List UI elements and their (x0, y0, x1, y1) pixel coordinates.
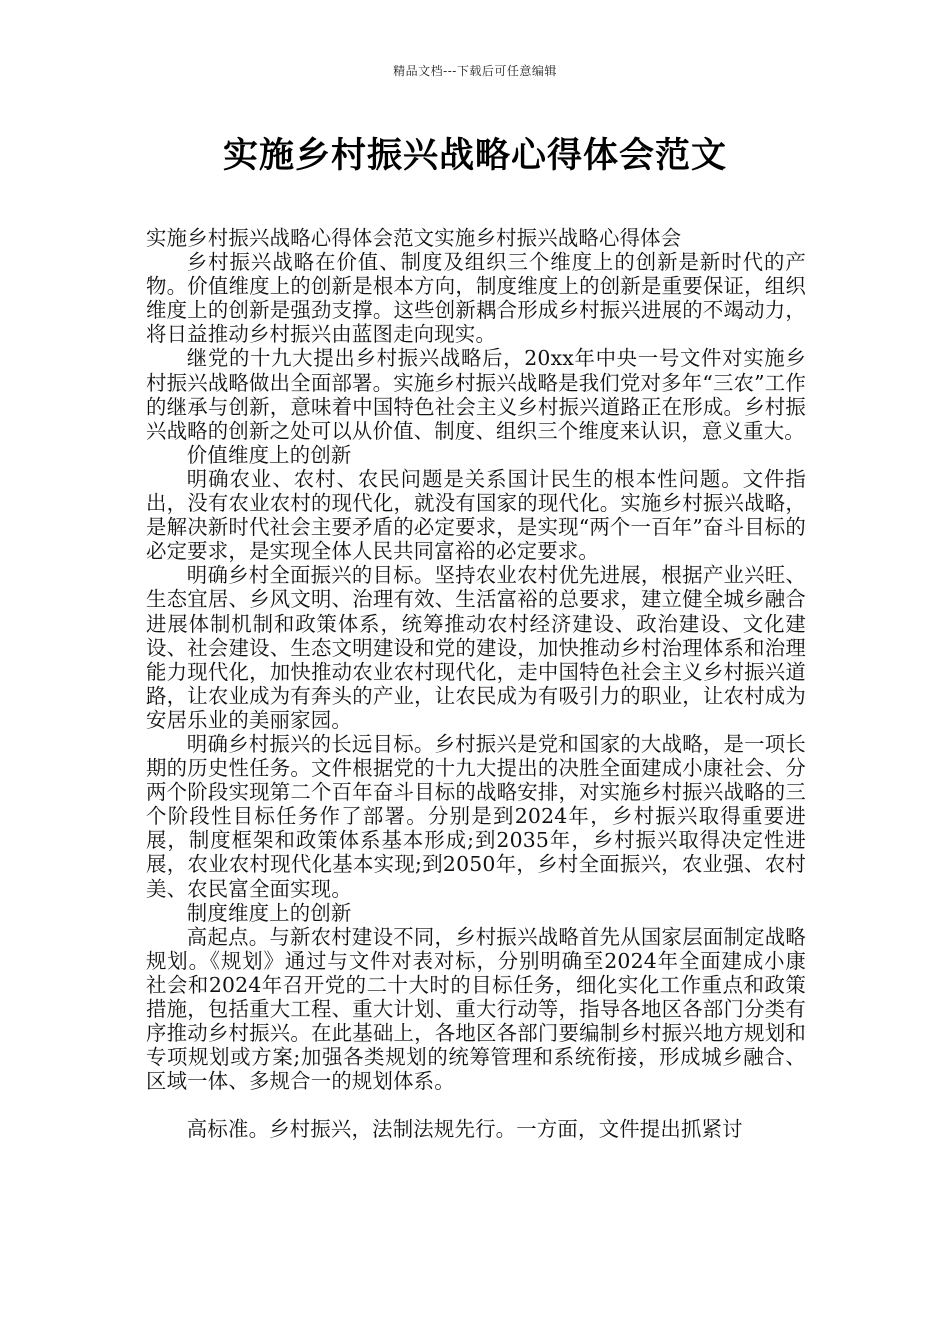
paragraph: 明确农业、农村、农民问题是关系国计民生的根本性问题。文件指出，没有农业农村的现代化，就没有国家的现代化。实施乡村振兴战略，是解决新时代社会主要矛盾的必定要求，是实现“两个一百年”奋斗目标的必定要求，是实现全体人民共同富裕的必定要求。 (146, 466, 806, 564)
document-title: 实施乡村振兴战略心得体会范文 (222, 136, 727, 176)
paragraph: 明确乡村振兴的长远目标。乡村振兴是党和国家的大战略，是一项长期的历史性任务。文件根据党的十九大提出的决胜全面建成小康社会、分两个阶段实现第二个百年奋斗目标的战略安排，对实施乡村振兴战略的三个阶段性目标任务作了部署。分别是到2024年，乡村振兴取得重要进展，制度框架和政策体系基本形成;到2035年，乡村振兴取得决定性进展，农业农村现代化基本实现;到2050年，乡村全面振兴，农业强、农村美、农民富全面实现。 (146, 731, 806, 901)
paragraph: 实施乡村振兴战略心得体会范文实施乡村振兴战略心得体会 (146, 226, 682, 250)
document-body (146, 226, 806, 1141)
paragraph: 高起点。与新农村建设不同，乡村振兴战略首先从国家层面制定战略规划。《规划》通过与文件对表对标，分别明确至2024年全面建成小康社会和2024年召开党的二十大时的目标任务，细化实化工作重点和政策措施，包括重大工程、重大计划、重大行动等，指导各地区各部门分类有序推动乡村振兴。在此基础上，各地区各部门要编制乡村振兴地方规划和专项规划或方案;加强各类规划的统筹管理和系统衔接，形成城乡融合、区域一体、多规合一的规划体系。 (146, 924, 806, 1094)
section-heading: 价值维度上的创新 (186, 442, 352, 467)
paragraph: 乡村振兴战略在价值、制度及组织三个维度上的创新是新时代的产物。价值维度上的创新是根本方向，制度维度上的创新是重要保证，组织维度上的创新是强劲支撑。这些创新耦合形成乡村振兴进展的不竭动力，将日益推动乡村振兴由蓝图走向现实。 (146, 250, 806, 347)
paragraph: 明确乡村全面振兴的目标。坚持农业农村优先进展，根据产业兴旺、生态宜居、乡风文明、治理有效、生活富裕的总要求，建立健全城乡融合进展体制机制和政策体系，统筹推动农村经济建设、政治建设、文化建设、社会建设、生态文明建设和党的建设，加快推动乡村治理体系和治理能力现代化，加快推动农业农村现代化，走中国特色社会主义乡村振兴道路，让农业成为有奔头的产业，让农民成为有吸引力的职业，让农村成为安居乐业的美丽家园。 (146, 563, 806, 732)
paragraph: 继党的十九大提出乡村振兴战略后，20xx年中央一号文件对实施乡村振兴战略做出全面部署。实施乡村振兴战略是我们党对多年“三农”工作的继承与创新，意味着中国特色社会主义乡村振兴道路正在形成。乡村振兴战略的创新之处可以从价值、制度、组织三个维度来认识，意义重大。 (146, 346, 806, 443)
paragraph: 高标准。乡村振兴，法制法规先行。一方面，文件提出抓紧讨 (186, 1117, 743, 1142)
section-heading: 制度维度上的创新 (186, 900, 352, 925)
header-note: 精品文档---下载后可任意编辑 (393, 64, 557, 78)
